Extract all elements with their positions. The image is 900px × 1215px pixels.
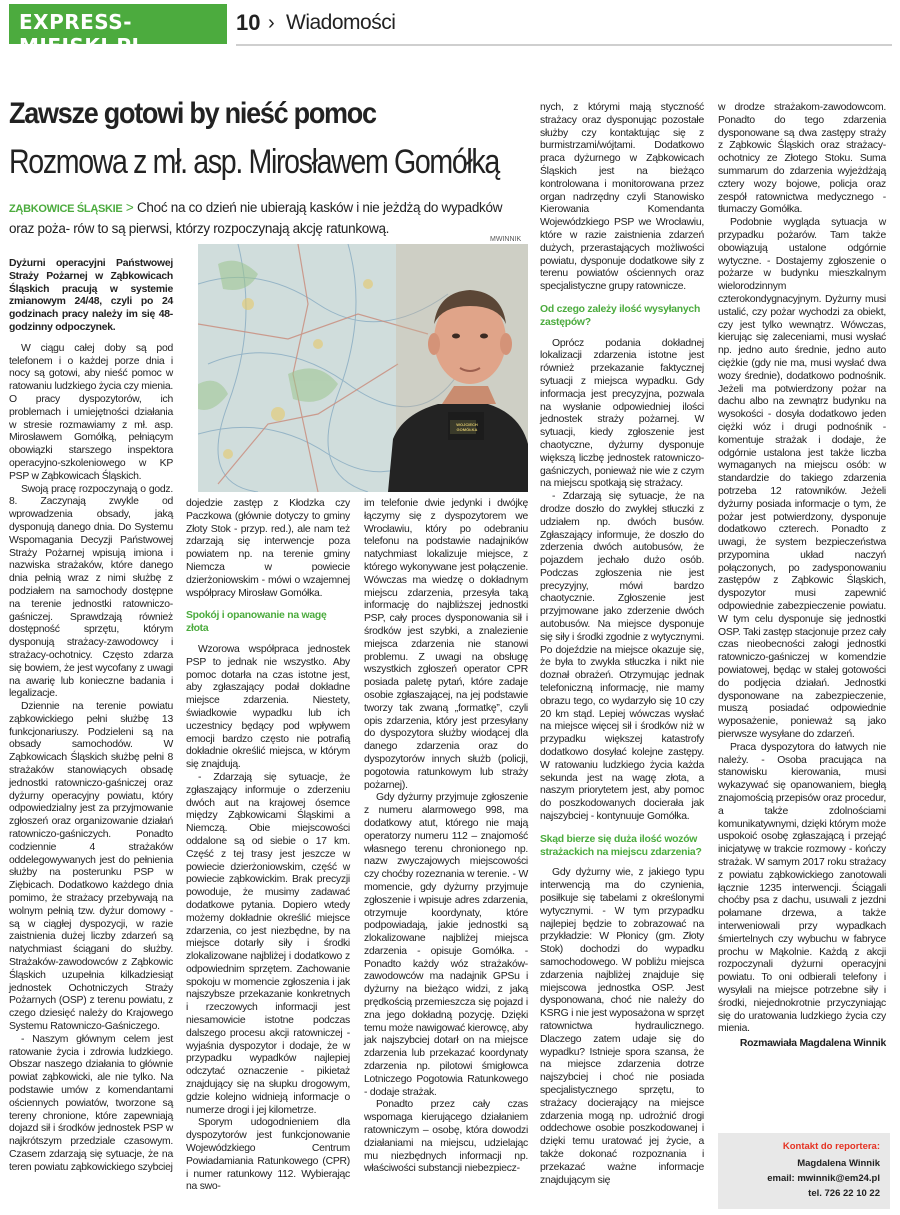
article-paragraph: - Naszym głównym celem jest ratowanie życia i zdrowia ludzkiego. Obszar naszego działania to głównie powiat ząbkowicki, ale nie tylko. Na podstawie umów z komendantami ościennych powiatów, tworzone są tereny chronione, które zapewniają dojazd sił i środków jednostek PSP w najkrótszym przedziale czasowym. Czasem zdarzają się sytuacje, że na teren powiatu ząbkowickiego szybciej bbox=[9, 1033, 173, 1173]
article-photo bbox=[198, 244, 528, 492]
article-paragraph: Dziennie na terenie powiatu ząbkowickiego pełni służbę 13 funkcjonariuszy. Podzieleni są na obsady samochodów. W Ząbkowicach Śląskich służbę pełni 8 strażaków stanowiących obsadę jednostki ratowniczo-gaśniczej oraz dyżurny operacyjny powiatu, który odpowiedzialny jest za przyjmowanie zgłoszeń oraz organizowanie działań ratowniczo-gaśniczych. Ponadto codziennie 4 strażaków oddelegowywanych jest do pełnienia służby na posterunku PSP w Ziębicach. Dodatkowo każdego dnia pomimo, że strażacy przebywają na wolnym pełnią tzw. dyżur domowy - są w ciągłej dyspozycji, w razie zaistnienia dużej liczby zdarzeń są natychmiast ściągani do służby. Strażaków-zawodowców z Ząbkowic Śląskich uzupełnia kilkadziesiąt jednostek Ochotniczych Straży Pożarnych (OSP) z terenu powiatu, z czego dziesięć należy do Krajowego Systemu Ratowniczo-Gaśniczego. bbox=[9, 701, 173, 1033]
article-paragraph: Gdy dyżurny przyjmuje zgłoszenie z numeru alarmowego 998, ma dodatkowy atut, którego nie mają operatorzy numeru 112 – znajomość własnego terenu chronionego np. nazw zwyczajowych miejscowości czy choćby rozeznania w terenie. - W momencie, gdy dyżurny przyjmuje zgłoszenie i wpisuje adres zdarzenia, otrzymuje koordynaty, które podpowiadają, jakie jednostki są zlokalizowane najbliżej miejsca zdarzenia - opisuje Gomółka. - Ponadto każdy wóz strażaków-zawodowców ma nadajnik GPSu i dyżurny na bieżąco widzi, z jaką prędkością przemieszcza się pojazd i zna jego dokładną pozycję. Dzięki temu może nawigować kierowcę, aby jak najszybciej dotarł on na miejsce zdarzenia lub przekazać koordynaty zdarzenia np. pilotowi śmigłowca Lotniczego Pogotowia Ratunkowego - dodaje strażak. bbox=[364, 792, 528, 1098]
article-column-5 bbox=[718, 102, 886, 1051]
photo-name-badge: WOJCIECH GOMÓŁKA bbox=[456, 422, 478, 432]
contact-title: Kontakt do reportera: bbox=[782, 1141, 880, 1152]
article-paragraph: Oprócz podania dokładnej lokalizacji zdarzenia istotne jest również przekazanie faktycznej sytuacji z miejsca wypadku. Gdy informacja jest precyzyjna, pozwala na wysłanie odpowiedniej ilości jednostek straży pożarnej. W sytuacji, kiedy zgłoszenie jest chaotyczne, dyżurny dysponuje większą liczbę jednostek ratowniczo-gaśniczych, ponieważ nie wie z czym na miejscu spotkają się strażacy. bbox=[540, 337, 704, 490]
article-paragraph: Wzorowa współpraca jednostek PSP to jednak nie wszystko. Aby pomoc dotarła na czas istotne jest, aby zgłaszający podał dokładne miejsce zdarzenia. Niestety, świadkowie wypadku lub ich uczestnicy będący pod wpływem emocji bardzo często nie potrafią dokładnie określić miejsca, w którym się znajdują. bbox=[186, 643, 350, 771]
article-paragraph: Praca dyspozytora do łatwych nie należy. - Osoba pracująca na stanowisku kierowania, musi wykazywać się opanowaniem, biegłą znajomością przepisów oraz procedur, a także zdolnościami komunikatywnymi, dzięki którym może uspokoić osobę zgłaszającą i przejąć inicjatywę w trakcie rozmowy - kończy strażak. W samym 2017 roku strażacy z powiatu ząbkowickiego zanotowali łącznie 1235 interwencji. Ściągali choćby psa z dachu, usuwali z jezdni połamane drzewa, a także interweniowali przy wypadkach śmiertelnych czy wybuchu w fabryce prochu w Mąkolnie. Każdą z akcji rozpoczynali dyżurni operacyjni powiatu. To oni odbierali telefony i wysyłali na miejsce potrzebne siły i środki, niejednokrotnie przyczyniając się do uratowania ludzkiego życia czy mienia. bbox=[718, 741, 886, 1035]
article-signature: Rozmawiała Magdalena Winnik bbox=[739, 1038, 886, 1050]
article-paragraph: nych, z którymi mają styczność strażacy oraz dysponując pozostałe służby czy kontaktując się z burmistrzami/wójtami. Dodatkowo praca dyżurnego w Ząbkowicach Śląskich jest na bieżąco kontrolowana i monitorowana przez organ nadrzędny czyli Stanowisko Kierowania Komendanta Wojewódzkiego PSP we Wrocławiu, które w razie zaistnienia zdarzeń dużych, przerastających możliwości powiatu, dysponuje dodatkowe siły z terenu powiatów ościennych oraz specjalistyczne grupy ratownicze. bbox=[540, 102, 704, 293]
article-paragraph: - Zdarzają się sytuacje, że zgłaszający informuje o zderzeniu dwóch aut na krajowej ósemce między Ząbkowicami Śląskimi a Niemczą. Obie miejscowości oddalone są od siebie o 17 km. Część z tej trasy jest jeszcze w powiecie dzierżoniowskim, część w powiecie ząbkowickim. Brak precyzji powoduje, że musimy zadawać dodatkowe pytania. Dopiero wtedy możemy dokładnie określić miejsce zdarzenia, co jest niezbędne, by na miejsce dotarły siły i środki zlokalizowane najbliżej i dodatkowo z odpowiednim sprzętem. Zachowanie spokoju w momencie zgłoszenia i jak najszybsze przekazanie konkretnych i rzeczowych informacji jest niesamowicie istotne podczas dalszego procesu akcji ratowniczej - wyjaśnia dyspozytor i dodaje, że w przypadku wypadków najlepiej odczytać oznaczenie - pikietaż znajdujący się na słupku drogowym, gdzie kolejno widnieją informacje o numerze drogi i jej kilometrze. bbox=[186, 771, 350, 1116]
article-paragraph: W ciągu całej doby są pod telefonem i o każdej porze dnia i nocy są gotowi, aby nieść pomoc w ratowaniu ludzkiego życia czy mienia. O pracy dyspozytorów, ich problemach i umiejętności działania w stresie rozmawiamy z mł. asp. Mirosławem Gomółką, pełniącym obowiązki starszego inspektora operacyjno-szkoleniowego w KP PSP w Ząbkowicach Śląskich. bbox=[9, 342, 174, 482]
subheading-units: Od czego zależy ilość wysyłanych zastępów? bbox=[540, 303, 701, 328]
article-paragraph: Sporym udogodnieniem dla dyspozytorów jest funkcjonowanie Wojewódzkiego Centrum Powiadamiania Ratunkowego (CPR) i numer ratunkowy 112. Wybierając na swo- bbox=[186, 1117, 350, 1193]
lead-text: Choć na co dzień nie ubierają kasków i nie jeżdżą do wypadków oraz poża- rów to są pierwsi, którzy rozpoczynają akcję ratunkową. bbox=[9, 200, 503, 236]
section-title: Wiadomości bbox=[286, 11, 396, 34]
article-lead bbox=[9, 198, 514, 239]
article-column-1 bbox=[9, 258, 173, 1175]
article-paragraph: Podobnie wygląda sytuacja w przypadku pożarów. Tam także obowiązują ustalone odgórnie wytyczne. - Dostajemy zgłoszenie o pożarze w budynku mieszkalnym wielorodzinnym czterokondygnacyjnym. Dyżurny musi ustalić, czy pożar wychodzi za obiekt, czy jest tylko wewnątrz. Wówczas, kierując się zaleceniami, musi wysłać np. jedno auto średnie, jedno auto ciężkie (gdy nie ma, musi wysłać dwa wozy średnie), dodatkowo podnośnik. Jeżeli ma potwierdzony pożar na dachu albo na zewnątrz budynku na wysokości - dosyła dodatkowo jeden ciężki wóz i drugi podnośnik - komentuje strażak i dodaje, że odgórnie ustalona jest także liczba wymaganych na miejscu osób: w standardzie do takiego zdarzenia potrzeba 12 ratowników. Jeżeli dyżurny posiada informacje o tym, że pożar jest potwierdzony, dysponuje dodatkowo czterech. Ponadto z uwagi, że system bezpieczeństwa przypomina układ naczyń połączonych, po zadysponowaniu zastępów z Ząbkowic Śląskich, dyspozytor musi zapewnić odpowiednie zabezpieczenie powiatu. W tym celu dysponuje się jednostki OSP. Taki zastęp stacjonuje przez cały czas nieobecności załogi jednostki ratowniczo-gaśniczej w komendzie powiatowej, będąc w stałej gotowości do podjęcia działań. Jednostki dysponowane na zabezpieczenie, muszą posiadać odpowiednie wyposażenie, ponieważ są jako pierwsze wysyłane do zdarzeń. bbox=[718, 217, 887, 741]
subheading-calm: Spokój i opanowanie na wagę złota bbox=[186, 610, 327, 635]
header-divider bbox=[236, 44, 892, 46]
article-paragraph: - Zdarzają się sytuacje, że na drodze doszło do zwykłej stłuczki z udziałem np. dwóch busów. Zgłaszający informuje, że doszło do zderzenia dwóch autobusów, że pojazdem jechało dużo osób. Podczas zgłoszenia nie jest precyzyjny, mówi bardzo chaotycznie. Zgłoszenie jest przyjmowane jako zderzenie dwóch autobusów. Na miejsce dysponuje się siły i środki zgodnie z wytycznymi. Po dojeździe na miejsce okazuje się, że była to zwykła stłuczka i nikt nie doznał obrażeń. Otrzymując jednak telefoniczną informację, nie mamy obrazu tego, co wydarzyło się 10 czy 20 km stąd. Lepiej wówczas wysłać na miejsce więcej sił i środków niż w przypadku większej katastrofy dodatkowo dosyłać kolejne zastępy. W ratowaniu ludzkiego życia każda sekunda jest na wagę złota, a naszym priorytetem jest, aby pomoc do poszkodowanych docierała jak najszybciej - kontynuuje Gomółka. bbox=[540, 491, 704, 823]
page-number: 10 bbox=[236, 10, 261, 35]
article-column-2 bbox=[186, 498, 350, 1194]
brand-name: EXPRESS-MIEJSKI.PL bbox=[19, 10, 145, 58]
article-column-4 bbox=[540, 102, 704, 1187]
article-paragraph: Ponadto przez cały czas wspomaga kierującego działaniem ratowniczym – osobę, która dowodzi działaniami na miejscu, udzielając mu niezbędnych informacji np. właściwości substancji niebezpiecz- bbox=[364, 1099, 528, 1175]
photo-credit: MWINNIK bbox=[490, 236, 522, 243]
article-paragraph: Swoją pracę rozpoczynają o godz. 8. Zaczynają zwykle od wprowadzenia obsady, jaką dysponują danego dnia. Do Systemu Wspomagania Decyzji Państwowej Straży Pożarnej wpisują imiona i nazwiska strażaków, które danego dnia pełnią wraz z nimi służbę z podziałem na samochody dostępne na terenie jednostki ratowniczo-gaśniczej. Sprawdzają również dostępność sprzętu, którym dysponują strażacy-zawodowcy i strażacy-ochotnicy. Często zdarza się bowiem, że jest wycofany z uwagi na awarię lub konieczne badania i legalizacje. bbox=[9, 483, 173, 700]
masthead-logo[interactable] bbox=[9, 4, 227, 58]
contact-name: Magdalena Winnik bbox=[797, 1158, 880, 1169]
photo-illustration bbox=[198, 244, 528, 492]
subheading-fire-trucks: Skąd bierze się duża ilość wozów strażackich na miejscu zdarzenia? bbox=[540, 833, 702, 858]
article-subheadline: Rozmowa z mł. asp. Mirosławem Gomółką bbox=[9, 143, 499, 181]
article-paragraph: dojedzie zastęp z Kłodzka czy Paczkowa (głównie dotyczy to gminy Złoty Stok - przyp. red.), ale nam też zdarzają się interwencje poza powiatem np. na terenie gminy Niemcza w powiecie dzierżoniowskim - mówi o wzajemnej współpracy Mirosław Gomółka. bbox=[186, 498, 350, 599]
lead-location: ZĄBKOWICE ŚLĄSKIE bbox=[9, 203, 123, 215]
article-headline: Zawsze gotowi by nieść pomoc bbox=[9, 97, 376, 130]
article-paragraph: w drodze strażakom-zawodowcom. Ponadto do tego zdarzenia dysponowane są dwa zastępy straży z Ząbkowic Śląskich oraz strażacy-ochotnicy ze Złotego Stoku. Suma summarum do zdarzenia wyjeżdżają cztery wozy bojowe, policja oraz zespół ratownictwa medycznego - tłumaczy Gomółka. bbox=[718, 102, 886, 216]
article-paragraph: im telefonie dwie jedynki i dwójkę łączymy się z dyspozytorem we Wrocławiu, który po odebraniu telefonu na podstawie nadajników natychmiast lokalizuje miejsce, z którego wykonywane jest połączenie. Wówczas ma wiedzę o dokładnym miejscu zdarzenia, przesyła taką informację do najbliższej jednostki PSP, cały proces dysponowania sił i środków jest szybki, a znalezienie miejsca zdarzenia nie stanowi problemu. Z uwagi na obsługę wszystkich zgłoszeń operator CPR posiada paletę pytań, które zadaje osobie zgłaszającej, na jej podstawie tworzy tak zwaną „formatkę”, czyli opis zdarzenia, który jest przesyłany do dyspozytora służby wiodącej dla danego zdarzenia oraz do dyspozytorów innych służb (policji, pogotowia ratunkowym lub straży pożarnej). bbox=[364, 498, 528, 791]
article-intro: Dyżurni operacyjni Państwowej Straży Pożarnej w Ząbkowicach Śląskich pracują w systemie zmianowym 24/48, czyli po 24 godzinach pracy należy im się 48-godzinny odpoczynek. bbox=[9, 258, 173, 333]
breadcrumb-separator: › bbox=[268, 12, 275, 34]
article-paragraph: Gdy dyżurny wie, z jakiego typu interwencją ma do czynienia, posiłkuje się tabelami z określonymi wytycznymi. - W tym przypadku najlepiej będzie to zobrazować na przykładzie: W Płonicy (gm. Złoty Stok) dochodzi do wypadku samochodowego. W pobliżu miejsca zdarzenia najbliżej znajduje się miejscowa jednostka OSP. Jest dysponowana, choć nie należy do KSRG i nie jest wyposażona w sprzęt ratownictwa hydraulicznego. Dlaczego zatem udaje się do wypadku? Istnieje spora szansa, że na miejsce zdarzenia dotrze najszybciej i choć nie posiada specjalistycznego sprzętu, to strażacy docierający na miejsce zdarzenia mogą np. udrożnić drogi oddechowe osobie poszkodowanej i dzięki temu uratować jej życie, a także dokonać rozpoznania i przekazać ważne informacje znajdującym się bbox=[540, 867, 704, 1186]
contact-phone[interactable]: tel. 726 22 10 22 bbox=[808, 1188, 880, 1199]
article-column-3 bbox=[364, 498, 528, 1176]
reporter-contact-box bbox=[718, 1133, 890, 1209]
contact-email[interactable]: email: mwinnik@em24.pl bbox=[767, 1173, 880, 1184]
lead-arrow: > bbox=[125, 200, 134, 215]
